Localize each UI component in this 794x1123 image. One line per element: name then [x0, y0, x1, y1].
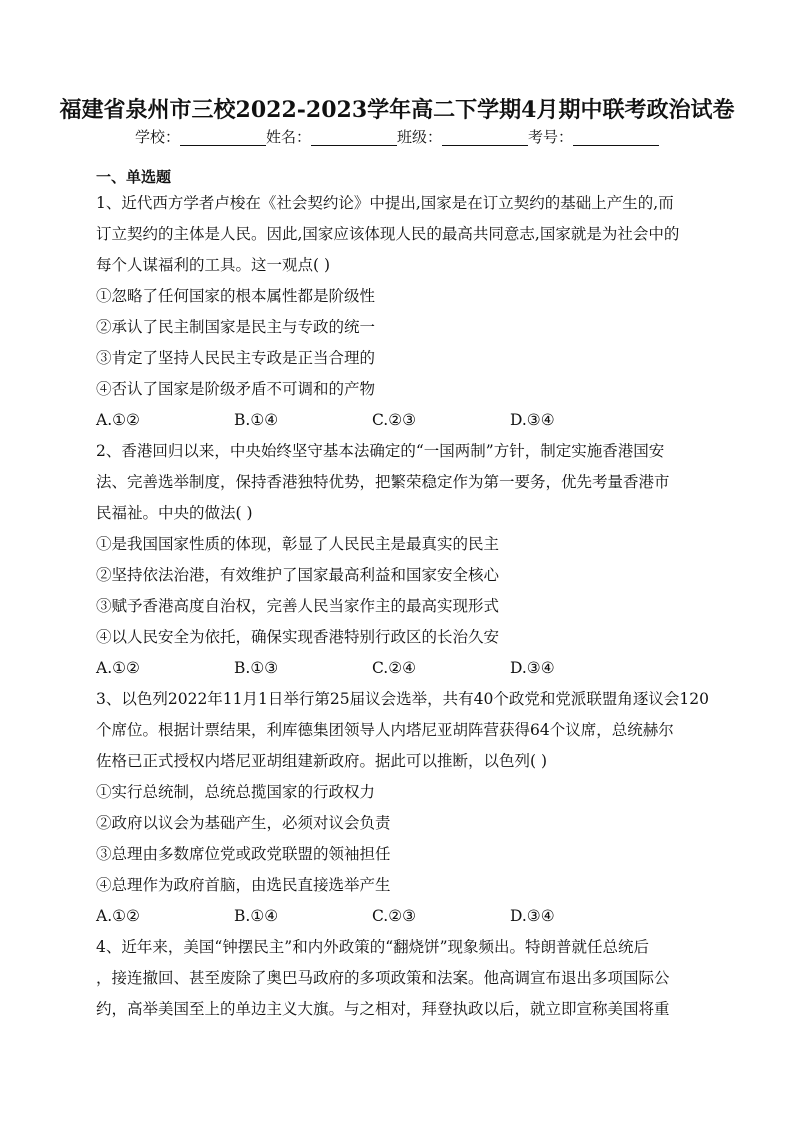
- question-2-options: [96, 653, 700, 684]
- question-2-item: ②坚持依法治港，有效维护了国家最高利益和国家安全核心: [96, 566, 500, 584]
- question-1: [96, 188, 700, 436]
- option-c[interactable]: C.②③: [372, 411, 417, 429]
- question-4-stem-line: 4、近年来，美国“钟摆民主”和内外政策的“翻烧饼”现象频出。特朗普就任总统后: [96, 938, 650, 956]
- school-label: 学校：: [134, 128, 180, 146]
- question-4-stem-line: 约，高举美国至上的单边主义大旗。与之相对，拜登执政以后，就立即宣称美国将重: [96, 1000, 670, 1018]
- page-title: 福建省泉州市三校2022-2023学年高二下学期4月期中联考政治试卷: [59, 97, 735, 123]
- student-info-line: [0, 126, 794, 148]
- exam-number-label: 考号：: [528, 128, 574, 146]
- question-3-options: [96, 901, 700, 932]
- question-3-stem-line: 个席位。根据计票结果，利库德集团领导人内塔尼亚胡阵营获得64个议席，总统赫尔: [96, 721, 674, 739]
- option-a[interactable]: A.①②: [96, 411, 140, 429]
- question-2-item: ③赋予香港高度自治权，完善人民当家作主的最高实现形式: [96, 597, 500, 615]
- questions-body: [96, 188, 709, 1025]
- option-b[interactable]: B.①③: [234, 659, 279, 677]
- question-2-stem-line: 民福祉。中央的做法( ): [96, 504, 253, 522]
- option-d[interactable]: D.③④: [510, 907, 555, 925]
- exam-number-blank[interactable]: [573, 129, 659, 146]
- question-2: [96, 436, 700, 684]
- option-a[interactable]: A.①②: [96, 659, 140, 677]
- question-1-item: ③肯定了坚持人民民主专政是正当合理的: [96, 349, 376, 367]
- class-blank[interactable]: [442, 129, 528, 146]
- question-3-item: ②政府以议会为基础产生，必须对议会负责: [96, 814, 391, 832]
- question-3-item: ④总理作为政府首脑，由选民直接选举产生: [96, 876, 391, 894]
- question-2-item: ①是我国国家性质的体现，彰显了人民民主是最真实的民主: [96, 535, 500, 553]
- question-3-item: ③总理由多数席位党或政党联盟的领袖担任: [96, 845, 391, 863]
- question-1-stem-line: 每个人谋福利的工具。这一观点( ): [96, 256, 331, 274]
- question-1-stem-line: 订立契约的主体是人民。因此,国家应该体现人民的最高共同意志,国家就是为社会中的: [96, 225, 680, 243]
- option-c[interactable]: C.②④: [372, 659, 417, 677]
- question-3-stem-line: 3、以色列2022年11月1日举行第25届议会选举，共有40个政党和党派联盟角逐议会120: [96, 690, 709, 708]
- option-b[interactable]: B.①④: [234, 907, 279, 925]
- question-2-stem-line: 2、香港回归以来，中央始终坚守基本法确定的“一国两制”方针，制定实施香港国安: [96, 442, 665, 460]
- question-1-item: ②承认了民主制国家是民主与专政的统一: [96, 318, 376, 336]
- question-3-item: ①实行总统制，总统总揽国家的行政权力: [96, 783, 376, 801]
- option-a[interactable]: A.①②: [96, 907, 140, 925]
- option-d[interactable]: D.③④: [510, 659, 555, 677]
- option-d[interactable]: D.③④: [510, 411, 555, 429]
- question-3-stem-line: 佐格已正式授权内塔尼亚胡组建新政府。据此可以推断，以色列( ): [96, 752, 548, 770]
- question-1-item: ①忽略了任何国家的根本属性都是阶级性: [96, 287, 376, 305]
- question-1-stem-line: 1、近代西方学者卢梭在《社会契约论》中提出,国家是在订立契约的基础上产生的,而: [96, 194, 674, 212]
- school-blank[interactable]: [180, 129, 266, 146]
- section-heading: 一、单选题: [96, 168, 172, 186]
- name-blank[interactable]: [311, 129, 397, 146]
- class-label: 班级：: [397, 128, 443, 146]
- question-4: [96, 932, 700, 1025]
- question-1-item: ④否认了国家是阶级矛盾不可调和的产物: [96, 380, 376, 398]
- question-2-item: ④以人民安全为依托，确保实现香港特别行政区的长治久安: [96, 628, 500, 646]
- option-b[interactable]: B.①④: [234, 411, 279, 429]
- option-c[interactable]: C.②③: [372, 907, 417, 925]
- question-4-stem-line: ，接连撤回、甚至废除了奥巴马政府的多项政策和法案。他高调宣布退出多项国际公: [96, 969, 670, 987]
- name-label: 姓名：: [265, 128, 311, 146]
- question-3: [96, 684, 709, 932]
- question-1-options: [96, 405, 700, 436]
- question-2-stem-line: 法、完善选举制度，保持香港独特优势，把繁荣稳定作为第一要务，优先考量香港市: [96, 473, 670, 491]
